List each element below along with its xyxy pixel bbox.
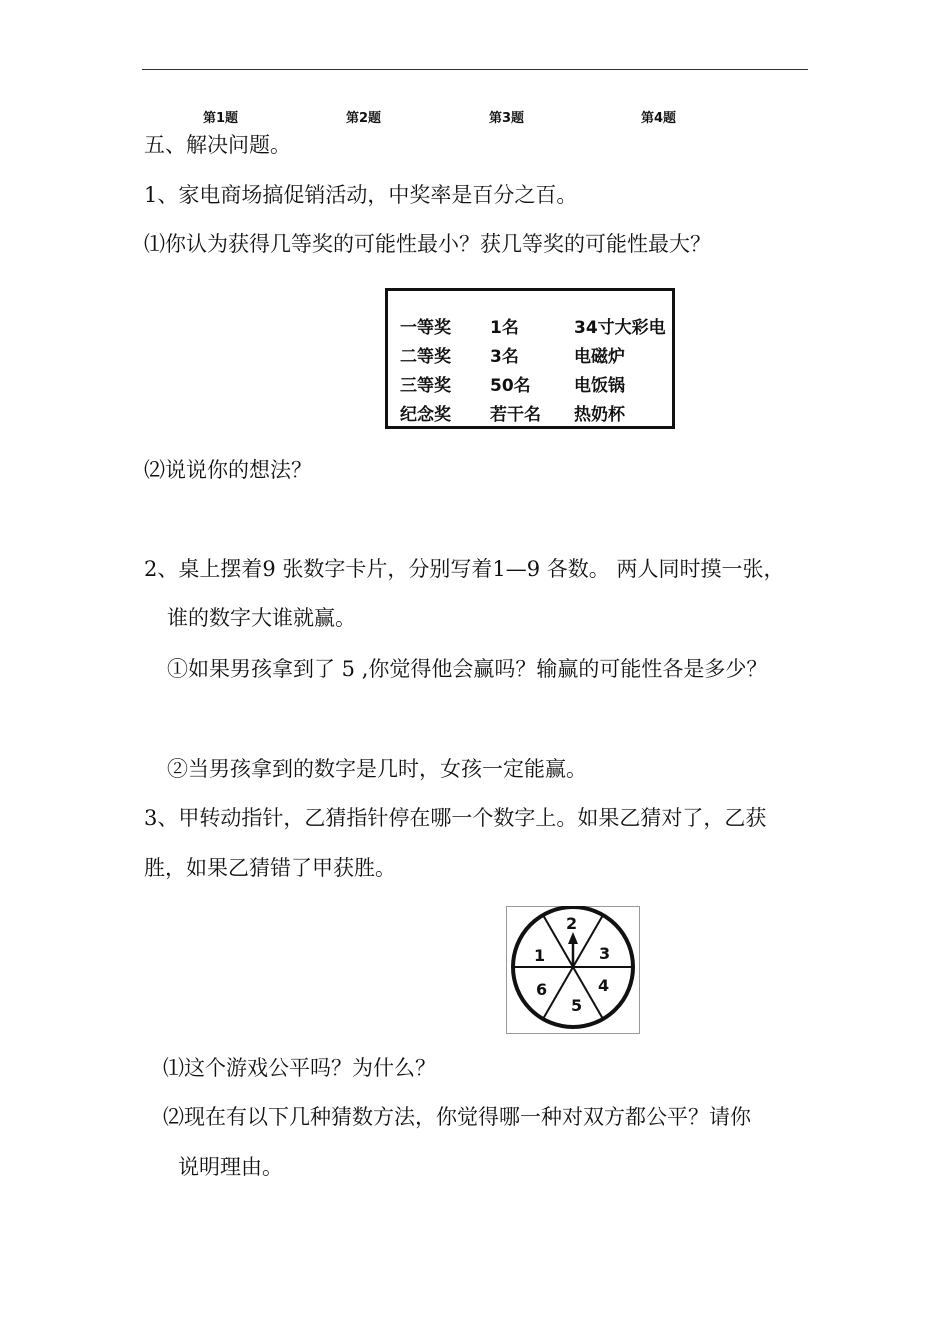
prize-item: 热奶杯 [574,405,625,425]
prize-count: 3名 [490,347,519,367]
section-title: 五、解决问题。 [144,133,291,157]
prize-row [388,400,672,426]
problem3-q2-line1: ⑵现在有以下几种猜数方法，你觉得哪一种对双方都公平？请你 [163,1105,751,1129]
spinner-number-3: 3 [599,944,611,963]
prize-level: 二等奖 [400,347,451,367]
problem1-q1: ⑴你认为获得几等奖的可能性最小？获几等奖的可能性最大？ [144,232,711,256]
prize-count: 若干名 [490,405,541,425]
spinner-number-4: 4 [598,976,610,995]
prize-item: 电饭锅 [574,376,625,396]
prize-row [388,342,672,368]
prize-item: 电磁炉 [574,347,625,367]
header-rule [142,69,808,70]
prize-level: 一等奖 [400,318,451,338]
problem2-intro-line2: 谁的数字大谁就赢。 [167,606,356,630]
problem3-intro-line2: 胜，如果乙猜错了甲获胜。 [144,856,396,880]
prize-row [388,371,672,397]
prize-item: 34寸大彩电 [574,318,666,338]
spinner-number-6: 6 [536,980,548,999]
problem1-q2: ⑵说说你的想法？ [144,458,312,482]
question-label-1: 第1题 [203,111,239,126]
prize-level: 纪念奖 [400,405,451,425]
problem1-intro: 1、家电商场搞促销活动，中奖率是百分之百。 [144,183,578,207]
question-label-4: 第4题 [641,111,677,126]
problem2-q2: ②当男孩拿到的数字是几时，女孩一定能赢。 [167,757,587,781]
prize-level: 三等奖 [400,376,451,396]
prize-count: 1名 [490,318,519,338]
problem2-q1: ①如果男孩拿到了 5 ,你觉得他会赢吗？输赢的可能性各是多少？ [167,657,768,681]
question-label-3: 第3题 [489,111,525,126]
spinner-number-2: 2 [566,914,578,933]
prize-count: 50名 [490,376,531,396]
problem3-intro-line1: 3、甲转动指针，乙猜指针停在哪一个数字上。如果乙猜对了，乙获 [144,806,767,830]
spinner-number-1: 1 [534,946,546,965]
problem2-intro-line1: 2、桌上摆着9 张数字卡片，分别写着1—9 各数。 两人同时摸一张， [144,557,785,581]
question-label-2: 第2题 [346,111,382,126]
prize-table [385,288,675,429]
problem3-q1: ⑴这个游戏公平吗？为什么？ [163,1056,436,1080]
spinner-number-5: 5 [571,996,583,1015]
prize-table-figure [377,280,687,442]
problem3-q2-line2: 说明理由。 [178,1155,283,1179]
spinner-figure [506,906,640,1034]
prize-row [388,313,672,339]
